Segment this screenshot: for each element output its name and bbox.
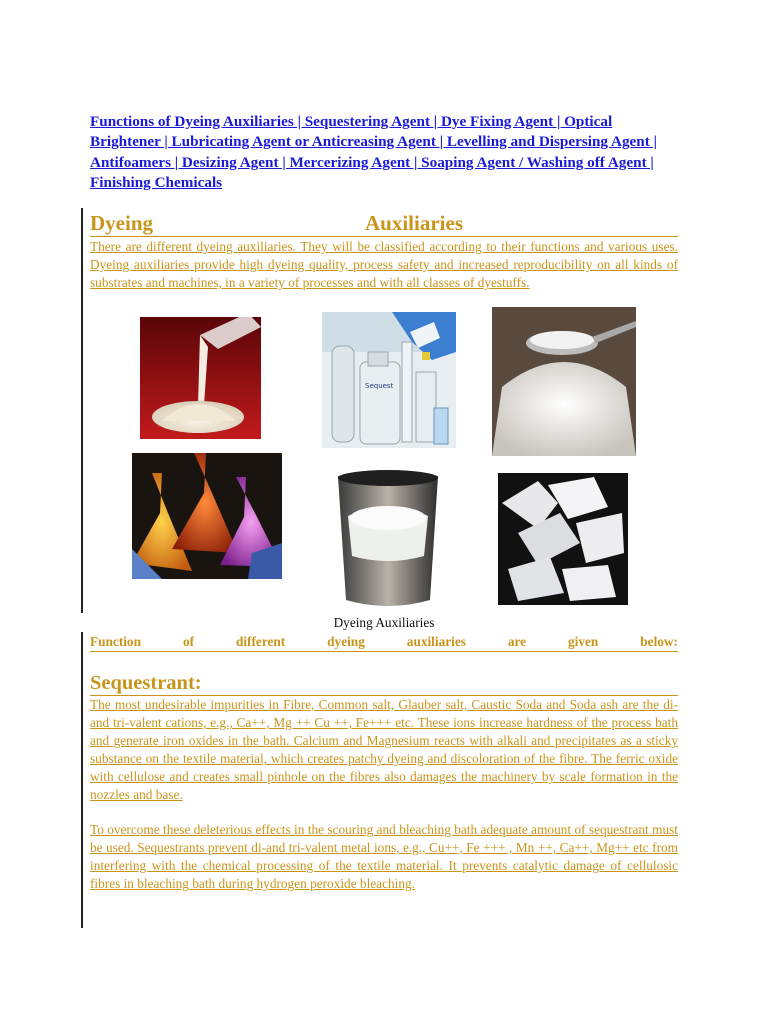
function-word: dyeing [327, 634, 365, 649]
margin-bar-bottom [81, 632, 83, 928]
bottle-label: Sequest [365, 382, 394, 390]
heading-word-auxiliaries: Auxiliaries [365, 211, 463, 235]
title-link[interactable]: Functions of Dyeing Auxiliaries | Sequestering Agent | Dye Fixing Agent | Optical Brightener | Lubricating Agent or Anticreasing Agent | Levelling and Dispersing Agent | Antifoamers | Desizing Agent | Mercerizing Agent | Soaping Agent / Washing off Agent | Finishing Chemicals [90, 113, 657, 191]
photo-white-granules [492, 307, 636, 456]
function-word: below: [640, 634, 678, 649]
heading-word-dyeing: Dyeing [90, 211, 153, 235]
function-line [90, 633, 678, 652]
intro-paragraph: There are different dyeing auxiliaries. They will be classified according to their functions and various uses. Dyeing auxiliaries provide high dyeing quality, process safety and increased reproducibility on all kinds of substrates and machines, in a variety of processes and with all classes of dyestuffs. [90, 239, 678, 291]
photo-lab-bottles [322, 312, 456, 448]
photo-beaker-foam [332, 466, 444, 612]
photo-colored-flasks [132, 453, 282, 579]
sequestrant-paragraph-1: The most undesirable impurities in Fibre, Common salt, Glauber salt, Caustic Soda and Soda ash are the di- and tri-valent cations, e.g., Ca++, Mg ++ Cu ++, Fe+++ etc. These ions increase hardness of the process bath and generate iron oxides in the bath. Calcium and Magnesium reacts with alkali and precipitates as a sticky substance on the textile material, which creates patchy dyeing and discoloration of the fibre. The ferric oxide with cellulose and creates small pinhole on the fibres also damages the machinery by scale formation in the nozzles and base. [90, 697, 678, 803]
photo-powder-pouring [140, 317, 261, 439]
function-word: Function [90, 634, 141, 649]
function-word: are [507, 634, 527, 649]
function-word: different [235, 634, 286, 649]
figure-caption: Dyeing Auxiliaries [333, 615, 435, 630]
margin-bar-top [81, 208, 83, 613]
section-heading-sequestrant: Sequestrant: [90, 671, 678, 696]
function-word: auxiliaries [406, 634, 466, 649]
function-word: given [568, 634, 599, 649]
photo-white-flakes [498, 473, 628, 605]
function-word: of [182, 634, 195, 649]
sequestrant-paragraph-2: To overcome these deleterious effects in the scouring and bleaching bath adequate amount of sequestrant must be used. Sequestrants prevent di-and tri-valent metal ions, e.g., Cu++, Fe +++ , Mn ++, Ca++, Mg++ etc from interfering with the chemical processing of the textile material. It prevents catalytic damage of cellulosic fibres in bleaching bath during hydrogen peroxide bleaching. [90, 822, 678, 892]
section-heading-dyeing-auxiliaries [90, 210, 678, 237]
